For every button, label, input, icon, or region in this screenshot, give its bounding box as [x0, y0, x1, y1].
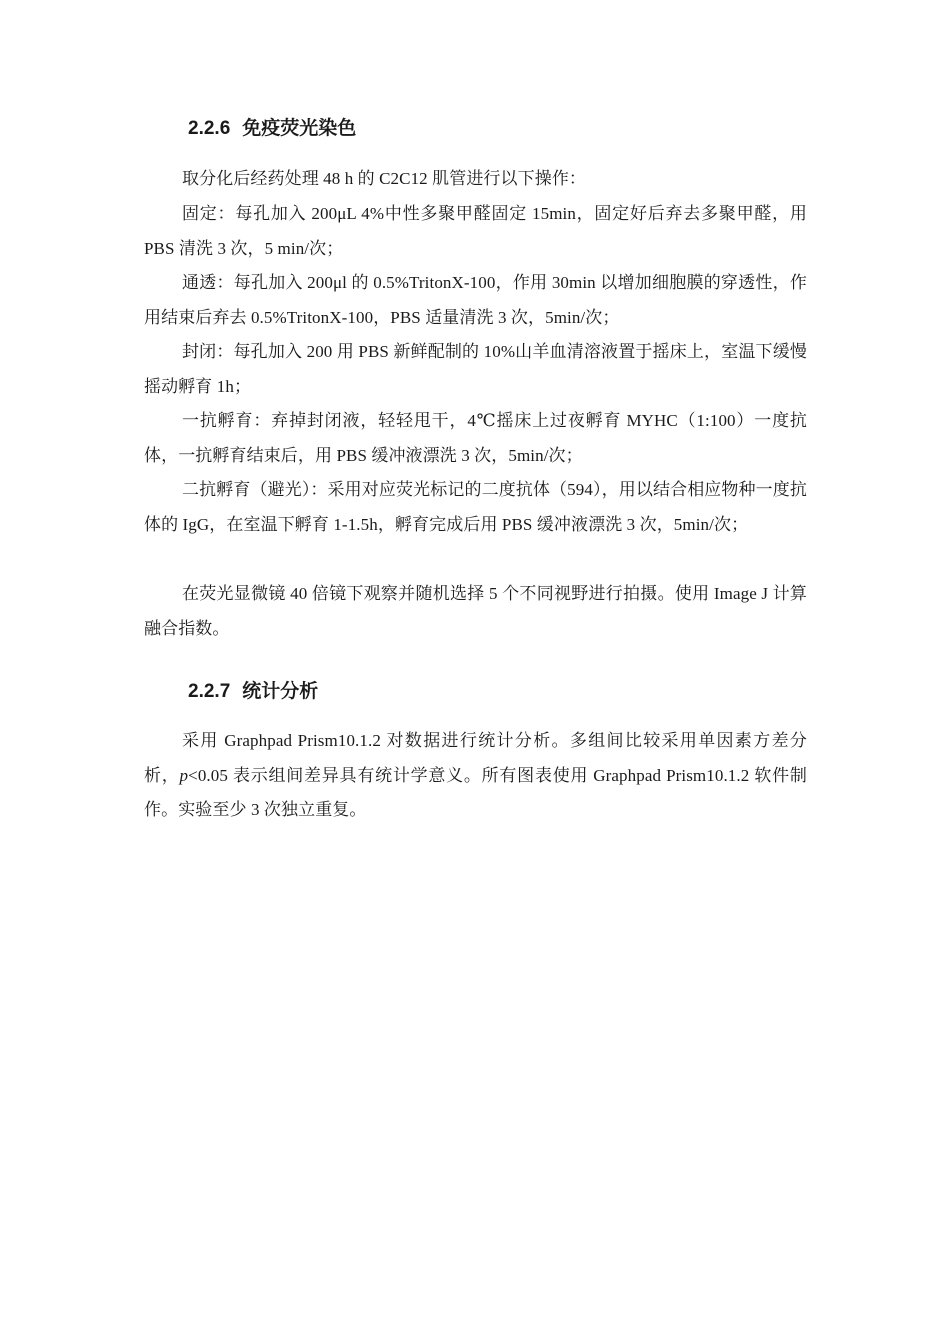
- section-title: 免疫荧光染色: [242, 118, 357, 139]
- paragraph-intro: 取分化后经药处理 48 h 的 C2C12 肌管进行以下操作：: [182, 169, 587, 188]
- paragraph-primary-antibody: 一抗孵育：弃掉封闭液，轻轻甩干，4℃摇床上过夜孵育 MYHC（1:100）一度抗体，一抗孵育结束后，用 PBS 缓冲液漂洗 3 次，5min/次；: [144, 411, 807, 465]
- p-value-symbol: p: [179, 765, 189, 785]
- paragraph-secondary-antibody: 二抗孵育（避光）：采用对应荧光标记的二度抗体（594），用以结合相应物种一度抗体的 IgG，在室温下孵育 1-1.5h，孵育完成后用 PBS 缓冲液漂洗 3 次，5min/次；: [144, 480, 807, 534]
- paragraph-statistics: [144, 724, 807, 828]
- paragraph-blocking: 封闭：每孔加入 200 用 PBS 新鲜配制的 10%山羊血清溶液置于摇床上，室温下缓慢摇动孵育 1h；: [144, 342, 807, 396]
- paragraph-permeabilization: 通透：每孔加入 200μl 的 0.5%TritonX-100，作用 30min 以增加细胞膜的穿透性，作用结束后弃去 0.5%TritonX-100，PBS 适量清洗 3 次，5min/次；: [144, 273, 807, 327]
- section-heading-2-2-6: [188, 116, 356, 142]
- section-title: 统计分析: [242, 681, 319, 702]
- statistics-text-part2: <0.05 表示组间差异具有统计学意义。所有图表使用 Graphpad Prism10.1.2 软件制作。实验至少 3 次独立重复。: [144, 765, 807, 819]
- section-heading-2-2-7: [188, 679, 318, 705]
- paragraph-imaging: 在荧光显微镜 40 倍镜下观察并随机选择 5 个不同视野进行拍摄。使用 Image J 计算融合指数。: [144, 584, 807, 638]
- section-number: 2.2.7: [188, 681, 231, 702]
- section-number: 2.2.6: [188, 118, 231, 139]
- paragraph-fixation: 固定：每孔加入 200μL 4%中性多聚甲醛固定 15min，固定好后弃去多聚甲醛，用 PBS 清洗 3 次，5 min/次；: [144, 204, 807, 258]
- statistics-text-part1: 采用 Graphpad Prism10.1.2 对数据进行统计分析。多组间比较采用单因素方差分析，: [144, 731, 807, 785]
